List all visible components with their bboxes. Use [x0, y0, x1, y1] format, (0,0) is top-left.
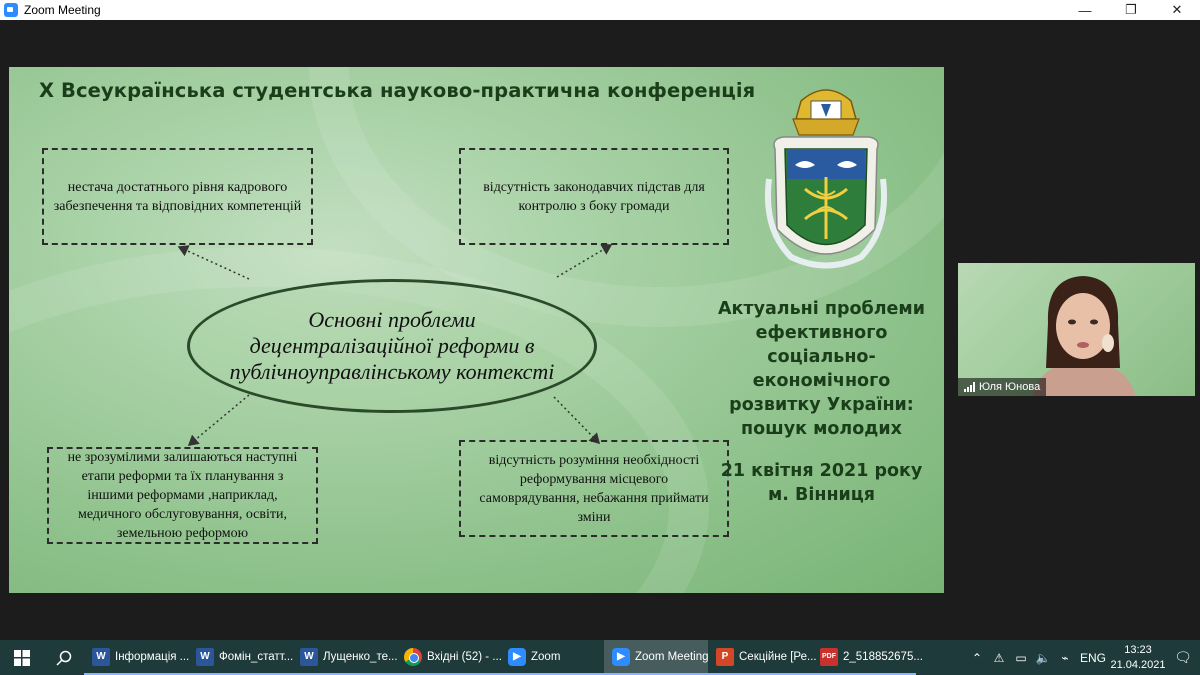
arrow-bottom-right	[554, 397, 599, 443]
battery-icon[interactable]: ▭	[1015, 650, 1027, 665]
zoom-logo-icon	[4, 3, 18, 17]
conference-theme-line: розвитку України:	[729, 395, 914, 415]
taskbar-app-label: Інформація ...	[115, 650, 190, 663]
problem-text: не зрозумілими залишаються наступні етапи реформи та їх планування з іншими реформами ,наприклад, медичного обслуговування, освіти, земельною реформою	[67, 450, 298, 541]
maximize-button[interactable]: ❐	[1125, 2, 1137, 17]
taskbar-app-label: 2_518852675...	[843, 650, 923, 663]
problem-text: відсутність законодавчих підстав для контролю з боку громади	[483, 179, 705, 214]
meeting-area	[0, 20, 1200, 640]
volume-icon[interactable]: 🔈	[1035, 650, 1051, 665]
system-tray	[966, 640, 1200, 675]
problem-box-top-right	[459, 148, 729, 245]
show-hidden-icons-chevron-icon[interactable]: ⌃	[971, 650, 983, 665]
word-icon: W	[92, 648, 110, 666]
signal-strength-icon	[964, 382, 975, 392]
window-title: Zoom Meeting	[24, 3, 101, 17]
conference-date: 21 квітня 2021 року	[720, 461, 923, 481]
windows-taskbar	[0, 640, 1200, 675]
problem-box-bottom-right	[459, 440, 729, 537]
central-topic-ellipse	[187, 279, 597, 413]
word-icon: W	[196, 648, 214, 666]
taskbar-app-zoom-meeting[interactable]	[604, 640, 708, 675]
pdf-icon: PDF	[820, 648, 838, 666]
conference-theme-line: пошук молодих	[741, 419, 902, 439]
taskbar-app-label: Zoom	[531, 650, 561, 663]
problem-box-bottom-left	[47, 447, 318, 544]
arrow-top-right	[557, 245, 611, 277]
taskbar-app-label: Вхідні (52) - ...	[427, 650, 502, 663]
clock[interactable]	[1110, 643, 1166, 673]
problem-text: відсутність розуміння необхідності реформування місцевого самоврядування, небажання приймати зміни	[479, 452, 709, 525]
participant-name: Юля Юнова	[979, 381, 1041, 393]
taskbar-app-powerpoint[interactable]	[708, 640, 817, 675]
problem-box-top-left	[42, 148, 313, 245]
search-button[interactable]	[44, 640, 84, 675]
taskbar-app-pdf[interactable]	[812, 640, 923, 675]
shared-screen-slide	[9, 67, 944, 593]
close-button[interactable]: ✕	[1171, 2, 1183, 17]
taskbar-app-zoom[interactable]	[500, 640, 604, 675]
window-titlebar	[0, 0, 1200, 20]
conference-info	[699, 297, 944, 507]
conference-city: м. Вінниця	[767, 485, 876, 505]
slide-title: X Всеукраїнська студентська науково-практична конференція	[39, 79, 756, 102]
windows-logo-icon	[14, 650, 30, 666]
powerpoint-icon: P	[716, 648, 734, 666]
word-icon: W	[300, 648, 318, 666]
arrow-top-left	[179, 247, 249, 279]
taskbar-app-label: Фомін_статт...	[219, 650, 294, 663]
taskbar-app-word-2[interactable]	[188, 640, 292, 675]
central-topic-text: Основні проблеми децентралізаційної реформи в публічноуправлінському контексті	[229, 307, 555, 384]
taskbar-app-label: Лущенко_те...	[323, 650, 398, 663]
university-coat-of-arms-icon	[761, 79, 891, 274]
chrome-icon	[404, 648, 422, 666]
zoom-icon: ▶	[612, 648, 630, 666]
notification-center-icon[interactable]: 🗨	[1174, 649, 1192, 665]
window-controls	[1062, 0, 1200, 20]
participant-video-feed	[1018, 268, 1148, 396]
taskbar-app-word-3[interactable]	[292, 640, 396, 675]
participant-name-bar	[958, 378, 1046, 396]
search-icon	[56, 650, 72, 666]
taskbar-app-word-1[interactable]	[84, 640, 188, 675]
taskbar-app-label: Zoom Meeting	[635, 650, 709, 663]
clock-time: 13:23	[1124, 643, 1152, 656]
zoom-icon: ▶	[508, 648, 526, 666]
conference-theme-line: соціально-економічного	[752, 347, 891, 391]
network-icon[interactable]: ⌁	[1061, 650, 1069, 665]
taskbar-app-chrome[interactable]	[396, 640, 500, 675]
participant-video-tile[interactable]	[958, 263, 1195, 396]
clock-date: 21.04.2021	[1110, 658, 1166, 671]
arrow-bottom-left	[189, 395, 249, 445]
problem-text: нестача достатнього рівня кадрового забезпечення та відповідних компетенцій	[53, 179, 302, 214]
taskbar-app-label: Секційне [Ре...	[739, 650, 817, 663]
minimize-button[interactable]: —	[1078, 2, 1092, 18]
conference-theme-line: Актуальні проблеми	[718, 299, 925, 319]
language-indicator[interactable]: ENG	[1079, 650, 1106, 665]
start-button[interactable]	[0, 640, 44, 675]
wifi-warning-icon[interactable]: ⚠	[993, 650, 1005, 665]
conference-theme-line: ефективного	[755, 323, 888, 343]
